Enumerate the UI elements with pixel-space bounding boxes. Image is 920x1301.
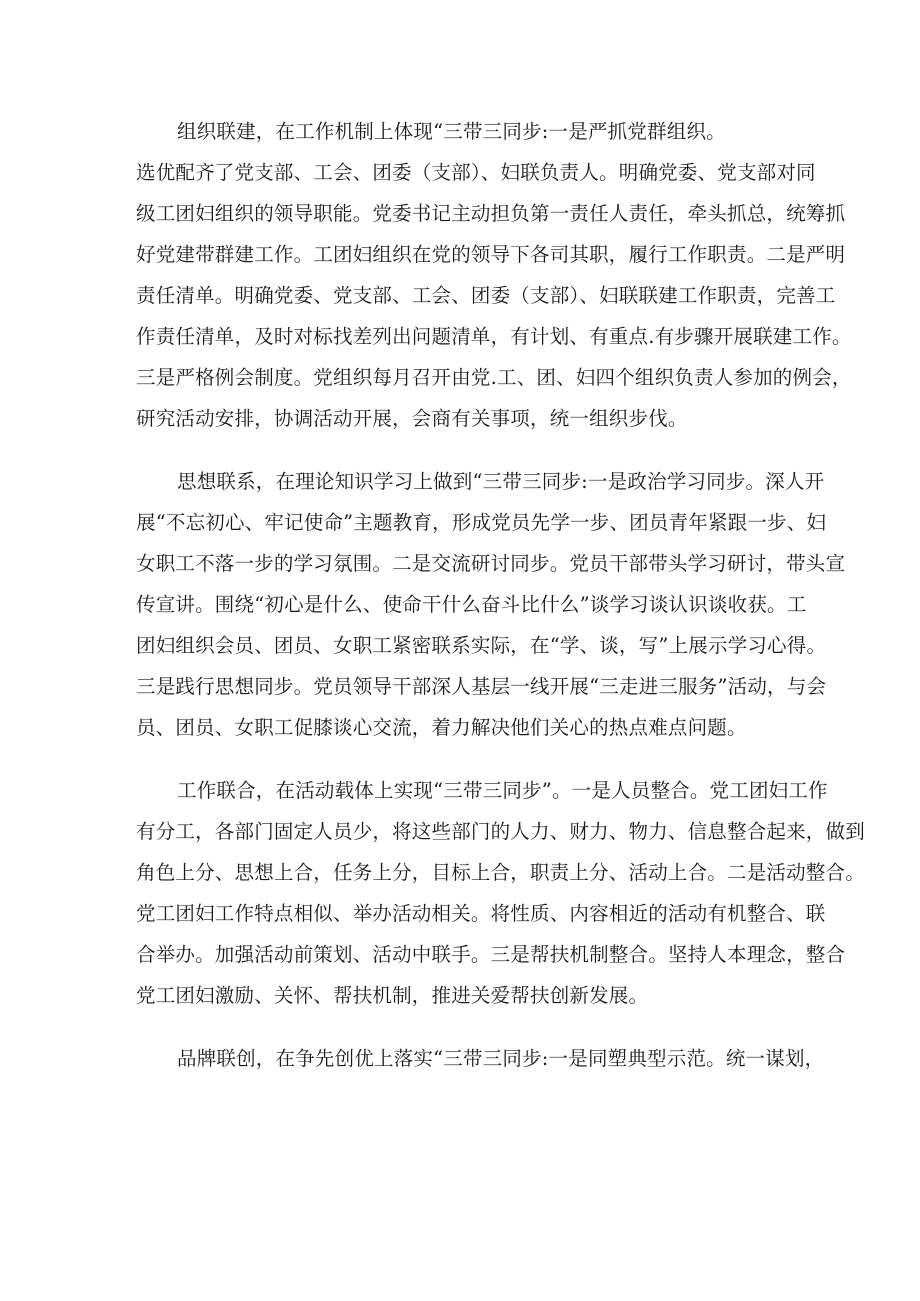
- text-line: 传宣讲。围绕“初心是什么、使命干什么奋斗比什么”谈学习谈认识谈收获。工: [136, 593, 807, 616]
- text-line: 党工团妇工作特点相似、举办活动相关。将性质、内容相近的活动有机整合、联: [136, 902, 826, 925]
- text-line: 员、团员、女职工促膝谈心交流，着力解决他们关心的热点难点问题。: [136, 716, 747, 739]
- text-line: 三是践行思想同步。党员领导干部深人基层一线开展“三走进三服务”活动，与会: [136, 675, 827, 698]
- text-line: 组织联建，在工作机制上体现“三带三同步:一是严抓党群组织。: [177, 120, 726, 143]
- text-line: 研究活动安排，协调活动开展，会商有关事项，统一组织步伐。: [136, 407, 688, 430]
- text-line: 工作联合，在活动载体上实现“三带三同步”。一是人员整合。党工团妇工作: [177, 779, 828, 802]
- text-line: 有分工，各部门固定人员少，将这些部门的人力、财力、物力、信息整合起来，做到: [136, 820, 865, 843]
- text-line: 作责任清单，及时对标找差列出问题清单，有计划、有重点.有步骤开展联建工作。: [136, 325, 852, 348]
- text-line: 品牌联创，在争先创优上落实“三带三同步:一是同塑典型示范。统一谋划，: [177, 1047, 825, 1070]
- text-line: 级工团妇组织的领导职能。党委书记主动担负第一责任人责任，牵头抓总，统筹抓: [136, 202, 846, 225]
- text-line: 女职工不落一步的学习氛围。二是交流研讨同步。党员干部带头学习研讨，带头宣: [136, 552, 846, 575]
- text-line: 选优配齐了党支部、工会、团委（支部）、妇联负责人。明确党委、党支部对同: [136, 161, 816, 184]
- text-line: 思想联系，在理论知识学习上做到“三带三同步:一是政治学习同步。深人开: [177, 470, 825, 493]
- text-line: 团妇组织会员、团员、女职工紧密联系实际，在“学、谈，写”上展示学习心得。: [136, 634, 827, 657]
- text-line: 党工团妇激励、关怀、帮扶机制，推进关爱帮扶创新发展。: [136, 984, 649, 1007]
- text-line: 责任清单。明确党委、党支部、工会、团委（支部）、妇联联建工作职责，完善工: [136, 284, 836, 307]
- text-line: 展“不忘初心、牢记使命”主题教育，形成党员先学一步、团员青年紧跟一步、妇: [136, 511, 827, 534]
- text-line: 角色上分、思想上合，任务上分，目标上合，职责上分、活动上合。二是活动整合。: [136, 861, 865, 884]
- text-line: 好党建带群建工作。工团妇组织在党的领导下各司其职，履行工作职责。二是严明: [136, 243, 846, 266]
- text-line: 合举办。加强活动前策划、活动中联手。三是帮扶机制整合。坚持人本理念，整合: [136, 943, 846, 966]
- text-line: 三是严格例会制度。党组织每月召开由党.工、团、妇四个组织负责人参加的例会，: [136, 366, 852, 389]
